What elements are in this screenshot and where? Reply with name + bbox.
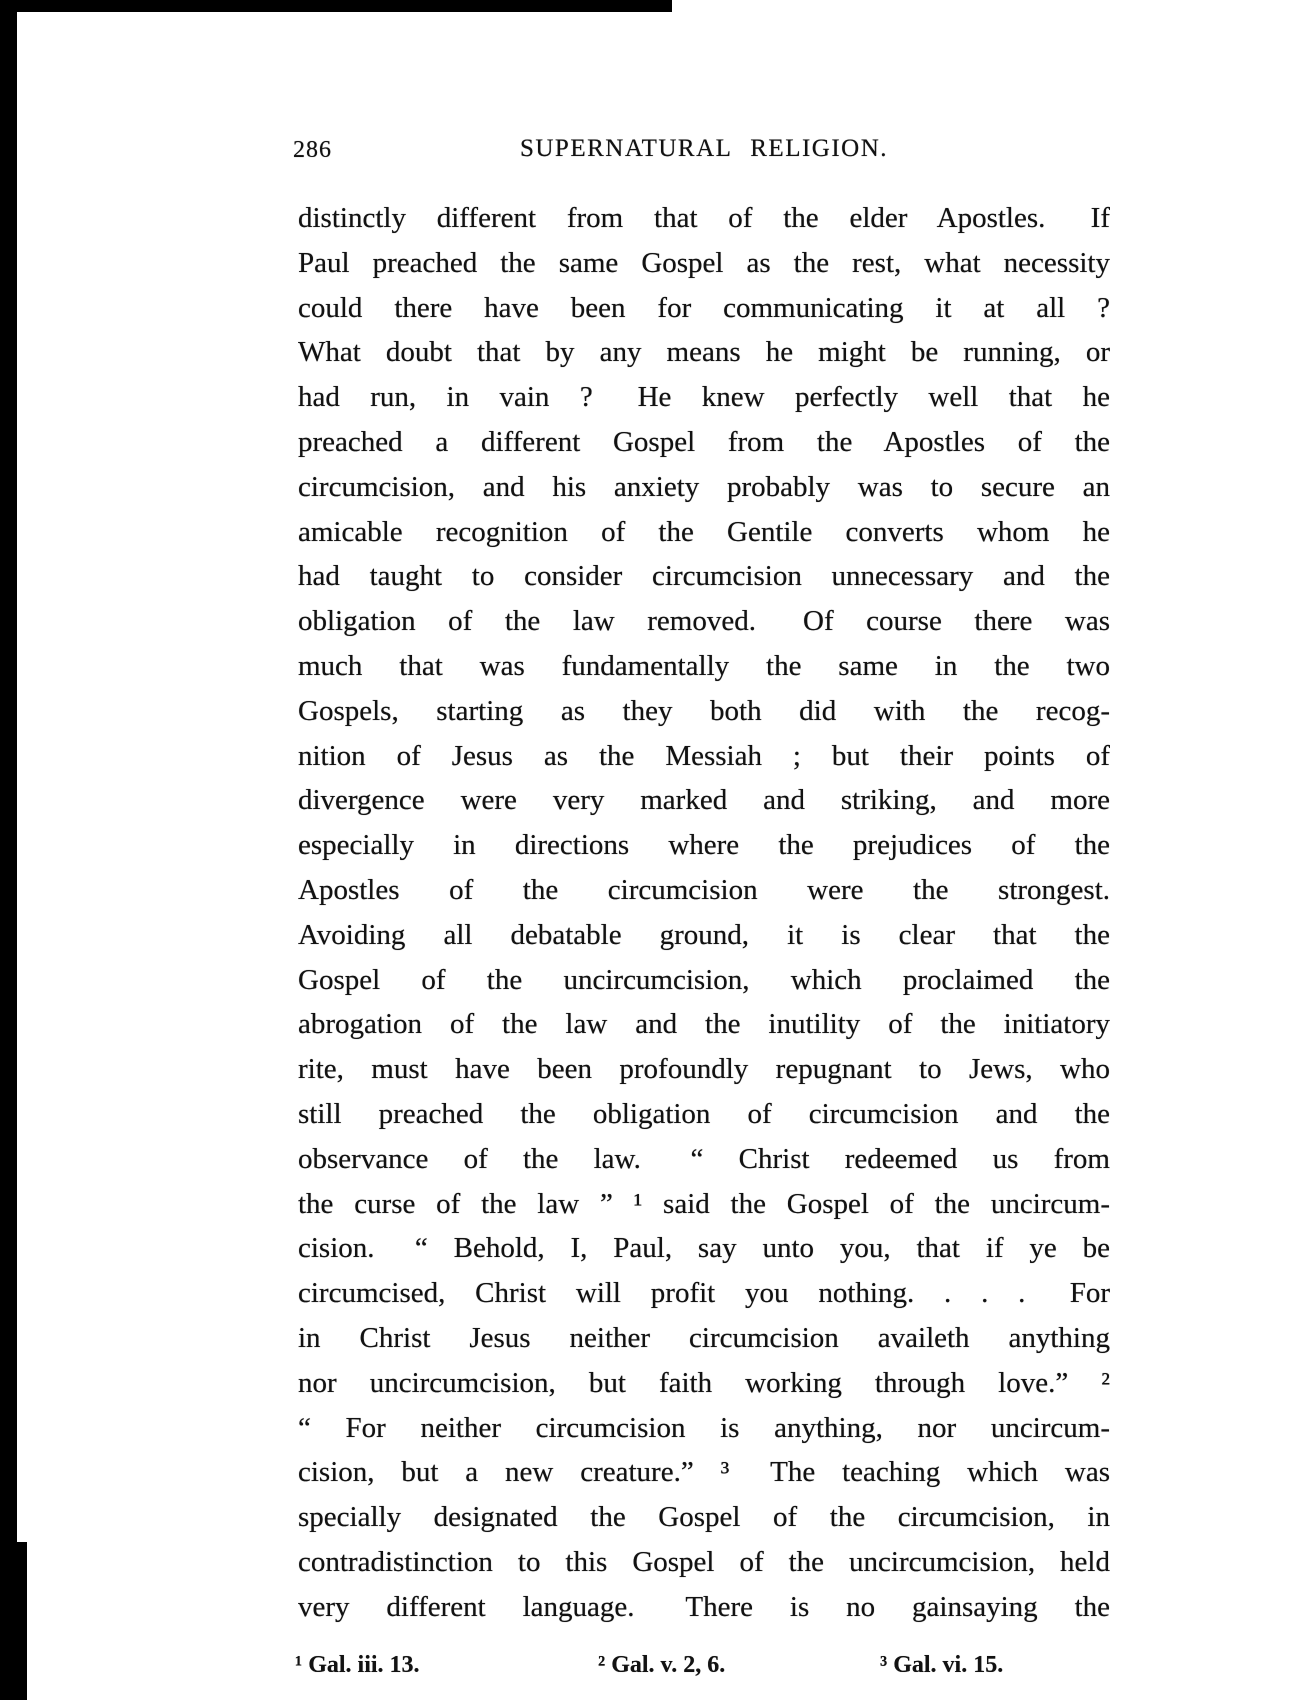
- text-line: nor uncircumcision, but faith working through love.” ²: [298, 1366, 1110, 1399]
- text-line: Avoiding all debatable ground, it is clear that the: [298, 918, 1110, 951]
- text-line: specially designated the Gospel of the circumcision, in: [298, 1501, 1110, 1534]
- text-line: amicable recognition of the Gentile converts whom he: [298, 515, 1110, 548]
- text-line: much that was fundamentally the same in the two: [298, 649, 1110, 682]
- text-line: divergence were very marked and striking, and more: [298, 784, 1110, 817]
- page-header: [293, 134, 1110, 168]
- footnote-1: ¹ Gal. iii. 13.: [295, 1652, 420, 1678]
- text-line: obligation of the law removed. Of course there was: [298, 605, 1110, 638]
- text-line: cision. “ Behold, I, Paul, say unto you, that if ye be: [298, 1232, 1110, 1265]
- text-line: had run, in vain ? He knew perfectly well that he: [298, 381, 1110, 414]
- text-line: could there have been for communicating it at all ?: [298, 291, 1110, 324]
- footnotes-row: [0, 1652, 1292, 1692]
- text-line: What doubt that by any means he might be running, or: [298, 336, 1110, 369]
- text-line: contradistinction to this Gospel of the uncircumcision, held: [298, 1545, 1110, 1578]
- text-line: nition of Jesus as the Messiah ; but their points of: [298, 739, 1110, 772]
- text-line: cision, but a new creature.” ³ The teaching which was: [298, 1456, 1110, 1489]
- text-line: “ For neither circumcision is anything, nor uncircum-: [298, 1411, 1110, 1444]
- text-line: observance of the law. “ Christ redeemed us from: [298, 1142, 1110, 1175]
- text-line: Paul preached the same Gospel as the rest, what necessity: [298, 246, 1110, 279]
- text-line: circumcision, and his anxiety probably was to secure an: [298, 470, 1110, 503]
- text-line: still preached the obligation of circumcision and the: [298, 1097, 1110, 1130]
- footnote-2: ² Gal. v. 2, 6.: [598, 1652, 726, 1678]
- scan-edge-left: [0, 0, 17, 1700]
- text-line: Gospels, starting as they both did with the recog-: [298, 694, 1110, 727]
- page-number: 286: [293, 137, 332, 163]
- text-line: Apostles of the circumcision were the strongest.: [298, 873, 1110, 906]
- text-line: Gospel of the uncircumcision, which proclaimed the: [298, 963, 1110, 996]
- text-line: the curse of the law ” ¹ said the Gospel of the uncircum-: [298, 1187, 1110, 1220]
- text-line: circumcised, Christ will profit you nothing. . . . For: [298, 1277, 1110, 1310]
- running-title: SUPERNATURAL RELIGION.: [519, 135, 889, 162]
- scan-edge-top: [0, 0, 672, 12]
- text-line: had taught to consider circumcision unnecessary and the: [298, 560, 1110, 593]
- text-line: in Christ Jesus neither circumcision availeth anything: [298, 1321, 1110, 1354]
- text-line: especially in directions where the prejudices of the: [298, 829, 1110, 862]
- text-line: distinctly different from that of the elder Apostles. If: [298, 202, 1110, 234]
- text-line: preached a different Gospel from the Apostles of the: [298, 425, 1110, 458]
- text-line: abrogation of the law and the inutility of the initiatory: [298, 1008, 1110, 1041]
- text-line: very different language. There is no gainsaying the: [298, 1590, 1110, 1623]
- text-column: [298, 196, 1110, 1630]
- text-line: rite, must have been profoundly repugnant to Jews, who: [298, 1053, 1110, 1086]
- footnote-3: ³ Gal. vi. 15.: [880, 1652, 1004, 1678]
